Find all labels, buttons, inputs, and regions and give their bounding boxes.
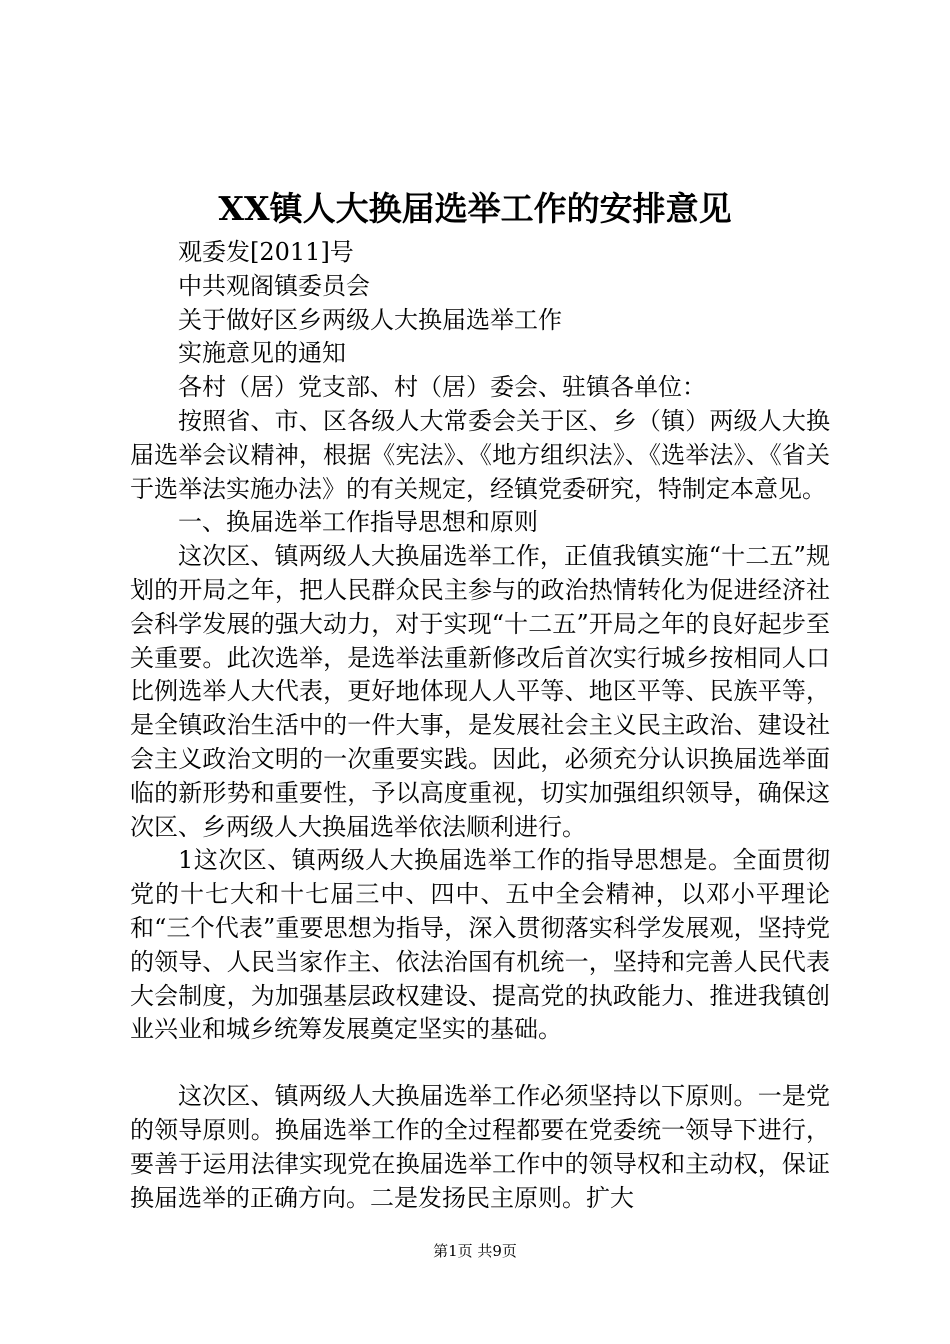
section-heading: 一、换届选举工作指导思想和原则	[178, 508, 538, 537]
body-paragraph: 1这次区、镇两级人大换届选举工作的指导思想是。全面贯彻党的十七大和十七届三中、四中、五中全会精神，以邓小平理论和“三个代表”重要思想为指导，深入贯彻落实科学发展观，坚持党的领导、人民当家作主、依法治国有机统一，坚持和完善人民代表大会制度，为加强基层政权建设、提高党的执政能力、推进我镇创业兴业和城乡统筹发展奠定坚实的基础。	[130, 846, 830, 1044]
issuer-name: 中共观阁镇委员会	[178, 271, 370, 300]
document-body	[130, 236, 830, 1215]
document-title: XX镇人大换届选举工作的安排意见	[218, 189, 732, 228]
recipients-line: 各村（居）党支部、村（居）委会、驻镇各单位：	[178, 373, 706, 402]
document-number: 观委发[2011]号	[178, 238, 354, 266]
body-paragraph: 这次区、镇两级人大换届选举工作必须坚持以下原则。一是党的领导原则。换届选举工作的全过程都要在党委统一领导下进行，要善于运用法律实现党在换届选举工作中的领导权和主动权，保证换届选举的正确方向。二是发扬民主原则。扩大	[130, 1082, 830, 1212]
notice-title-line-2: 实施意见的通知	[178, 339, 346, 368]
notice-title-line-1: 关于做好区乡两级人大换届选举工作	[178, 305, 562, 334]
body-paragraph: 这次区、镇两级人大换届选举工作，正值我镇实施“十二五”规划的开局之年，把人民群众民主参与的政治热情转化为促进经济社会科学发展的强大动力，对于实现“十二五”开局之年的良好起步至关重要。此次选举，是选举法重新修改后首次实行城乡按相同人口比例选举人大代表，更好地体现人人平等、地区平等、民族平等，是全镇政治生活中的一件大事，是发展社会主义民主政治、建设社会主义政治文明的一次重要实践。因此，必须充分认识换届选举面临的新形势和重要性，予以高度重视，切实加强组织领导，确保这次区、乡两级人大换届选举依法顺利进行。	[130, 542, 830, 841]
page-footer: 第1页 共9页	[433, 1242, 517, 1260]
body-paragraph: 按照省、市、区各级人大常委会关于区、乡（镇）两级人大换届选举会议精神，根据《宪法》、《地方组织法》、《选举法》、《省关于选举法实施办法》的有关规定，经镇党委研究，特制定本意见。	[130, 406, 830, 503]
